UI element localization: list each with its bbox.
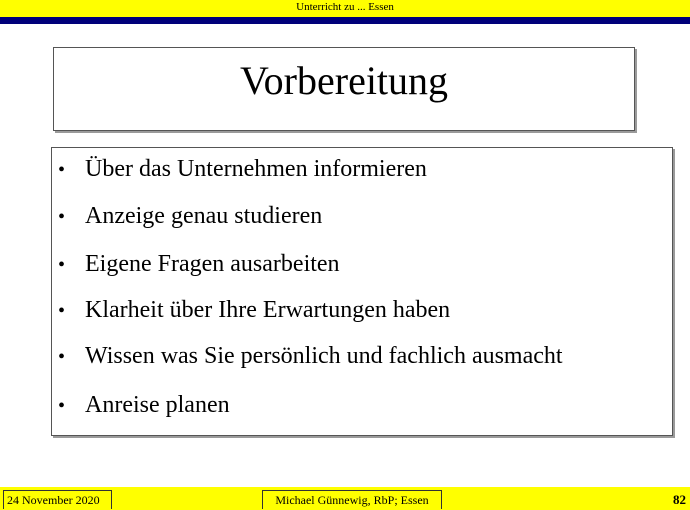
bullet-text: Anzeige genau studieren (85, 203, 323, 229)
bullet-text: Anreise planen (85, 392, 230, 418)
header-text: Unterricht zu ... Essen (296, 1, 394, 13)
bullet-icon: • (58, 206, 66, 228)
bullet-text: Eigene Fragen ausarbeiten (85, 251, 340, 277)
bullet-icon: • (58, 300, 66, 322)
bullet-item (58, 249, 340, 279)
bullet-item (58, 390, 230, 420)
bullet-text: Über das Unternehmen informieren (85, 156, 427, 182)
bullet-icon: • (58, 159, 66, 181)
content-box (51, 147, 673, 436)
bullet-text: Wissen was Sie persönlich und fachlich ausmacht (85, 343, 563, 369)
bullet-icon: • (58, 346, 66, 368)
bullet-item (58, 295, 450, 325)
bullet-text: Klarheit über Ihre Erwartungen haben (85, 297, 451, 323)
title-box (53, 47, 635, 131)
bullet-item (58, 341, 563, 371)
page-number: 82 (673, 492, 686, 507)
footer-date: 24 November 2020 (3, 490, 112, 509)
header-rule (0, 17, 690, 24)
bullet-item (58, 154, 427, 184)
bullet-icon: • (58, 395, 66, 417)
footer-author: Michael Günnewig, RbP; Essen (262, 490, 442, 509)
bullet-item (58, 201, 322, 231)
slide-title: Vorbereitung (239, 58, 449, 103)
bullet-icon: • (58, 254, 66, 276)
